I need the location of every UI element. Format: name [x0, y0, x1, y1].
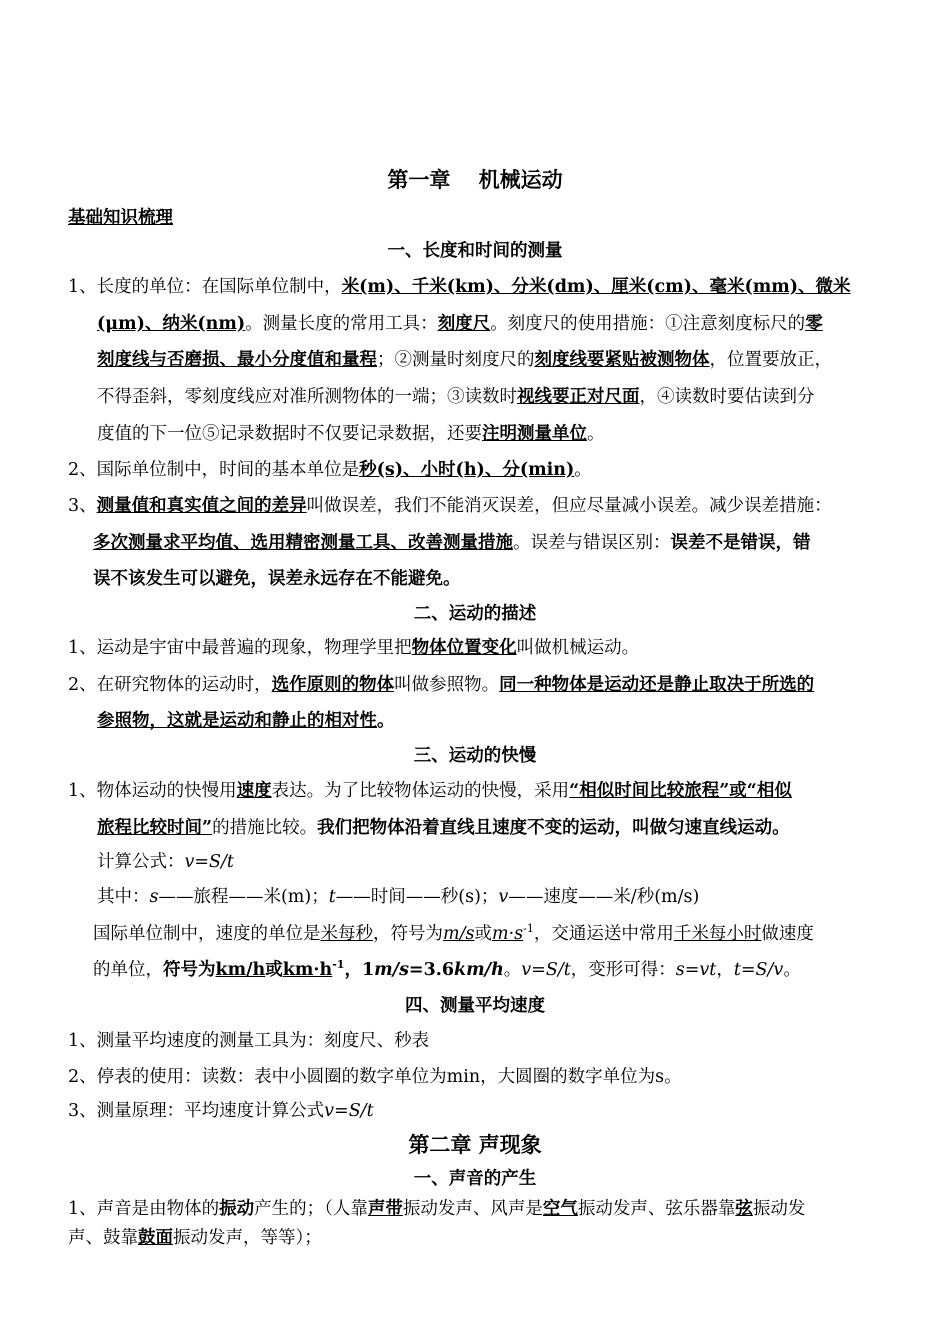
section-4-title: 四、测量平均速度 [405, 996, 545, 1016]
text-run: v=S/t [324, 1101, 374, 1121]
text-run: 振动发声，等等）； [173, 1228, 322, 1248]
text-run: 。 [377, 711, 395, 731]
text-run: 同一种物体是运动还是静止取决于所选的 [499, 675, 815, 695]
text-run: ，④读数时要估读到分 [639, 387, 815, 407]
text-run: 振动 [219, 1199, 255, 1219]
unit-line [93, 958, 801, 982]
text-run: 表达。为了比较物体运动的快慢，采用 [271, 781, 570, 801]
text-run: 弦 [735, 1199, 753, 1219]
text-run: 3、测量原理：平均速度计算公式 [68, 1101, 325, 1121]
text-run: 。 [574, 460, 592, 480]
text-run: 1、测量平均速度的测量工具为：刻度尺、秒表 [68, 1031, 430, 1051]
text-run: km/h [454, 960, 504, 980]
text-run: ， [344, 960, 362, 980]
text-run: v [498, 887, 509, 907]
unit-line [93, 922, 814, 946]
text-run: t=S/v [733, 960, 784, 980]
text-run: 多次测量求平均值、选用精密测量工具、改善测量措施 [93, 533, 513, 553]
text-run: 物体位置变化 [411, 638, 517, 658]
text-run: ——时间——秒(s)； [335, 887, 499, 907]
text-run: (μm)、纳米(nm) [97, 314, 246, 334]
text-run: 千米每小时 [673, 924, 762, 944]
text-run: 参照物，这就是运动和静止的相对性 [97, 711, 377, 731]
text-run: 声、鼓靠 [68, 1228, 138, 1248]
text-run: 零 [805, 314, 823, 334]
text-run: 刻度线要紧贴被测物体 [534, 350, 710, 370]
text-run: 2、停表的使用：读数：表中小圆圈的数字单位为min，大圆圈的数字单位为s。 [68, 1067, 682, 1087]
paragraph-line [97, 312, 823, 336]
paragraph-line [68, 1029, 429, 1053]
text-run: ；②测量时刻度尺的 [377, 350, 535, 370]
text-run: ， [716, 960, 734, 980]
paragraph-line [68, 1099, 374, 1123]
text-run: v=S/t [184, 852, 234, 872]
section-3-title: 三、运动的快慢 [413, 746, 537, 766]
text-run: ，交通运送中常用 [533, 924, 674, 944]
text-run: 注明测量单位 [482, 424, 587, 444]
text-run: 振动发声、风声是 [402, 1199, 543, 1219]
text-run: 1、运动是宇宙中最普遍的现象，物理学里把 [68, 638, 412, 658]
text-run: 1、物体运动的快慢用 [68, 781, 237, 801]
text-run: 做速度 [761, 924, 814, 944]
text-run: 声带 [367, 1199, 403, 1219]
text-run: 。 [783, 960, 801, 980]
paragraph-line [68, 1226, 322, 1250]
paragraph-line [68, 275, 851, 299]
paragraph-line [68, 494, 832, 518]
text-run: -1 [332, 958, 345, 972]
text-run: 的措施比较。 [212, 818, 318, 838]
paragraph-line [68, 458, 592, 482]
text-run: 空气 [542, 1199, 578, 1219]
text-run: 2、国际单位制中，时间的基本单位是 [68, 460, 360, 480]
text-run: 。误差与错误区别： [513, 533, 671, 553]
paragraph-line [93, 567, 461, 591]
chapter-2-title: 第二章 声现象 [408, 1133, 542, 1157]
text-run: s [149, 887, 159, 907]
text-run: -1 [523, 922, 534, 936]
text-run: 速度 [236, 781, 272, 801]
text-run: v=S/t [521, 960, 571, 980]
text-run: 符号为 [163, 960, 216, 980]
text-run: 鼓面 [138, 1228, 173, 1248]
text-run: km/h [215, 960, 266, 980]
text-run: ，变形可得： [570, 960, 676, 980]
paragraph-line [68, 1197, 805, 1221]
text-run: 3、 [68, 496, 97, 516]
text-run: 叫做误差，我们不能消灭误差，但应尽量减小误差。减少误差措施： [306, 496, 832, 516]
text-run: 刻度线与否磨损、最小分度值和量程 [97, 350, 377, 370]
paragraph-line [97, 385, 815, 409]
text-run: 的单位， [93, 960, 163, 980]
text-run: m/s [443, 924, 475, 944]
text-run: 2、在研究物体的运动时， [68, 675, 272, 695]
text-run: 选作原则的物体 [271, 675, 395, 695]
text-run: 振动发声、弦乐器靠 [577, 1199, 736, 1219]
text-run: 1 [361, 960, 375, 980]
paragraph-line [68, 779, 792, 803]
text-run: 。 [587, 424, 605, 444]
text-run: 叫做参照物。 [394, 675, 500, 695]
text-run: 米每秒 [320, 924, 373, 944]
text-run: t [328, 887, 336, 907]
paragraph-line [97, 348, 832, 372]
paragraph-line [97, 709, 395, 733]
text-run: 刻度尺 [437, 314, 491, 334]
text-run: “相似时间比较旅程”或“相似 [569, 781, 792, 801]
paragraph-line [97, 816, 790, 840]
paragraph-line [68, 673, 814, 697]
text-run: 或 [474, 924, 492, 944]
text-run: 。 [503, 960, 522, 980]
text-run: 振动发 [752, 1199, 806, 1219]
text-run: 秒(s)、小时(h)、分(min) [359, 460, 575, 480]
text-run: ——速度——米/秒(m/s) [508, 887, 700, 907]
text-run: 视线要正对尺面 [517, 387, 640, 407]
variables-line [97, 885, 699, 909]
chapter-1-title: 第一章 机械运动 [387, 168, 563, 192]
text-run: 其中： [97, 887, 150, 907]
text-run: m·s [491, 924, 524, 944]
text-run: 。测量长度的常用工具： [245, 314, 438, 334]
text-run: 1、声音是由物体的 [68, 1199, 220, 1219]
text-run: 测量值和真实值之间的差异 [96, 496, 307, 516]
formula-line [97, 850, 234, 874]
text-run: s=vt [675, 960, 717, 980]
text-run: 或 [265, 960, 283, 980]
paragraph-line [97, 422, 605, 446]
text-run: 米(m)、千米(km)、分米(dm)、厘米(cm)、毫米(mm)、微米 [341, 277, 851, 297]
text-run: 。刻度尺的使用措施：①注意刻度标尺的 [490, 314, 806, 334]
text-run: ，位置要放正， [709, 350, 832, 370]
paragraph-line [68, 636, 639, 660]
text-run: 叫做机械运动。 [516, 638, 640, 658]
text-run: =3.6 [408, 960, 455, 980]
text-run: km·h [282, 960, 333, 980]
text-run: 计算公式： [97, 852, 185, 872]
paragraph-line [93, 531, 811, 555]
section-2-title: 二、运动的描述 [413, 604, 537, 624]
basics-heading: 基础知识梳理 [68, 208, 173, 228]
text-run: 误不该发生可以避免，误差永远存在不能避免。 [93, 569, 461, 589]
text-run: 度值的下一位⑤记录数据时不仅要记录数据，还要 [97, 424, 482, 444]
paragraph-line [68, 1065, 682, 1089]
text-run: 误差不是错误，错 [670, 533, 811, 553]
section-1-title: 一、长度和时间的测量 [387, 241, 563, 261]
text-run: 国际单位制中，速度的单位是 [93, 924, 321, 944]
text-run: 产生的；（人靠 [254, 1199, 368, 1219]
text-run: ，符号为 [373, 924, 443, 944]
text-run: ——旅程——米(m)； [158, 887, 329, 907]
text-run: 我们把物体沿着直线且速度不变的运动，叫做匀速直线运动。 [317, 818, 790, 838]
text-run: 1、长度的单位：在国际单位制中， [68, 277, 342, 297]
chapter-2-section-1-title: 一、声音的产生 [413, 1169, 537, 1189]
text-run: 旅程比较时间” [97, 818, 213, 838]
text-run: m/s [374, 960, 409, 980]
text-run: 不得歪斜，零刻度线应对准所测物体的一端；③读数时 [97, 387, 517, 407]
